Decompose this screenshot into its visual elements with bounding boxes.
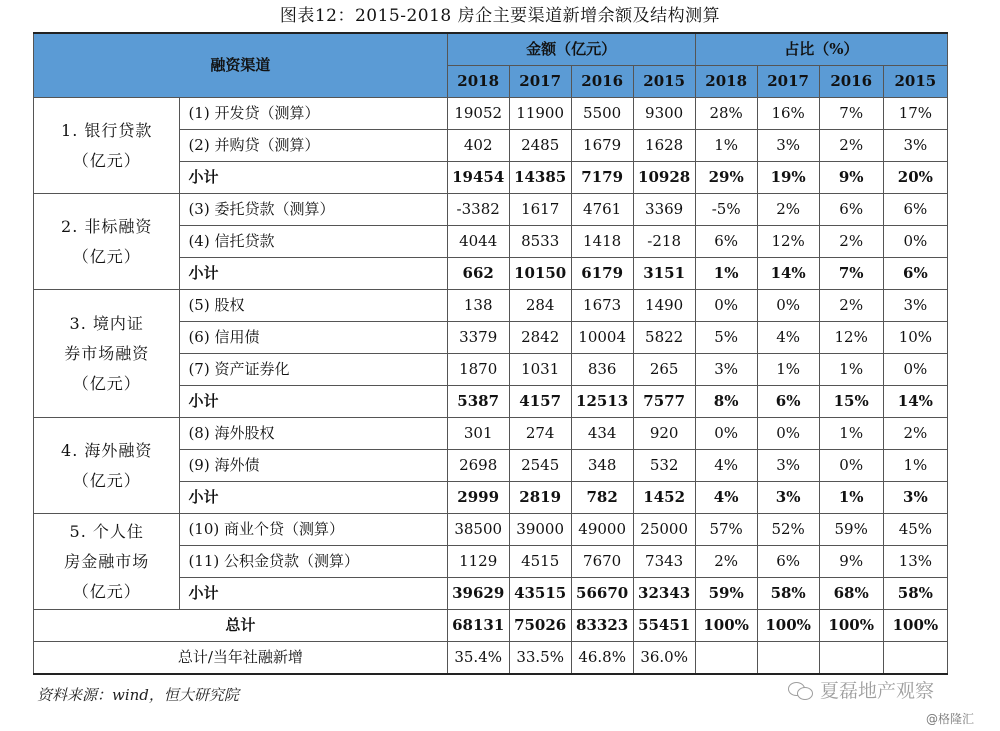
ratio-cell: 7% [819,98,883,130]
amount-cell: 1490 [633,290,695,322]
ratio-cell: 2% [819,226,883,258]
header-year: 2015 [633,66,695,98]
ratio-cell: 2% [695,546,757,578]
amount-cell: 7343 [633,546,695,578]
amount-cell: 1870 [447,354,509,386]
amount-cell: 1129 [447,546,509,578]
header-amount: 金额（亿元） [447,33,695,66]
amount-cell: 2545 [509,450,571,482]
total-row [34,610,948,642]
group-label: 5. 个人住 房金融市场 （亿元） [34,514,180,610]
amount-cell: 348 [571,450,633,482]
ratio-cell: 57% [695,514,757,546]
ratio-cell: 4% [757,322,819,354]
ratio-cell: 3% [757,130,819,162]
source-note: 资料来源：wind，恒大研究院 [37,686,239,704]
amount-cell: 83323 [571,610,633,642]
item-label: (4) 信托贷款 [180,226,447,258]
amount-cell: 5500 [571,98,633,130]
amount-cell: 35.4% [447,642,509,675]
item-label: (11) 公积金贷款（测算） [180,546,447,578]
ratio-cell: 1% [883,450,947,482]
item-label: (5) 股权 [180,290,447,322]
amount-cell: 782 [571,482,633,514]
ratio-cell: 9% [819,546,883,578]
ratio-cell: 1% [819,482,883,514]
ratio-cell: 100% [883,610,947,642]
amount-cell: 301 [447,418,509,450]
ratio-cell: 58% [757,578,819,610]
ratio-cell: 3% [757,482,819,514]
group-label: 1. 银行贷款 （亿元） [34,98,180,194]
item-label: (2) 并购贷（测算） [180,130,447,162]
amount-cell: 138 [447,290,509,322]
amount-cell: 4044 [447,226,509,258]
header-year: 2017 [509,66,571,98]
ratio-cell: 14% [757,258,819,290]
ratio-cell: 2% [883,418,947,450]
ratio-cell: 1% [695,258,757,290]
amount-cell: 46.8% [571,642,633,675]
ratio-cell: 52% [757,514,819,546]
header-year: 2018 [695,66,757,98]
ratio-cell [883,642,947,675]
amount-cell: 1031 [509,354,571,386]
amount-cell: 36.0% [633,642,695,675]
subtotal-label: 小计 [180,578,447,610]
item-label: (10) 商业个贷（测算） [180,514,447,546]
table-body [34,98,948,675]
amount-cell: 284 [509,290,571,322]
ratio-cell: 29% [695,162,757,194]
ratio-cell: 5% [695,322,757,354]
ratio-cell: -5% [695,194,757,226]
amount-cell: 7670 [571,546,633,578]
amount-cell: 4157 [509,386,571,418]
amount-cell: 532 [633,450,695,482]
ratio-cell: 17% [883,98,947,130]
ratio-cell: 6% [883,194,947,226]
ratio-cell: 0% [695,418,757,450]
item-label: (1) 开发贷（测算） [180,98,447,130]
ratio-cell: 13% [883,546,947,578]
ratio-cell: 2% [819,130,883,162]
ratio-cell: 14% [883,386,947,418]
ratio-cell: 6% [883,258,947,290]
amount-cell: 10004 [571,322,633,354]
amount-cell: 38500 [447,514,509,546]
ratio-cell: 59% [695,578,757,610]
amount-cell: 19454 [447,162,509,194]
amount-cell: 3151 [633,258,695,290]
amount-cell: 274 [509,418,571,450]
group-label: 2. 非标融资 （亿元） [34,194,180,290]
wechat-icon [788,680,814,700]
ratio-cell: 10% [883,322,947,354]
ratio-cell: 0% [757,418,819,450]
amount-cell: 12513 [571,386,633,418]
ratio-cell: 9% [819,162,883,194]
ratio-cell: 3% [757,450,819,482]
ratio-cell: 1% [757,354,819,386]
financing-table [33,32,948,675]
header-year: 2017 [757,66,819,98]
amount-cell: 1679 [571,130,633,162]
amount-cell: 9300 [633,98,695,130]
amount-cell: 1617 [509,194,571,226]
ratio-cell: 15% [819,386,883,418]
amount-cell: 4515 [509,546,571,578]
ratio-cell: 0% [695,290,757,322]
amount-cell: 49000 [571,514,633,546]
ratio-cell: 7% [819,258,883,290]
table-row [34,194,948,226]
amount-cell: -218 [633,226,695,258]
table-row [34,418,948,450]
ratio-cell: 0% [883,354,947,386]
ratio-cell: 4% [695,482,757,514]
group-label: 3. 境内证 券市场融资 （亿元） [34,290,180,418]
ratio-cell: 68% [819,578,883,610]
amount-cell: 55451 [633,610,695,642]
table-title: 图表12：2015-2018 房企主要渠道新增余额及结构测算 [279,6,721,26]
amount-cell: 2698 [447,450,509,482]
ratio-cell: 100% [695,610,757,642]
ratio-cell: 19% [757,162,819,194]
ratio-cell: 0% [819,450,883,482]
item-label: (7) 资产证券化 [180,354,447,386]
ratio-cell: 100% [819,610,883,642]
amount-cell: 5822 [633,322,695,354]
ratio-cell: 6% [819,194,883,226]
header-year: 2016 [819,66,883,98]
item-label: (9) 海外债 [180,450,447,482]
amount-cell: 3369 [633,194,695,226]
amount-cell: 662 [447,258,509,290]
ratio-cell: 100% [757,610,819,642]
amount-cell: 32343 [633,578,695,610]
item-label: (8) 海外股权 [180,418,447,450]
header-year: 2015 [883,66,947,98]
ratio-cell: 1% [819,354,883,386]
amount-cell: 8533 [509,226,571,258]
ratio-cell: 1% [695,130,757,162]
amount-cell: 7577 [633,386,695,418]
amount-cell: 2999 [447,482,509,514]
ratio-cell: 3% [883,130,947,162]
amount-cell: 2485 [509,130,571,162]
amount-cell: 14385 [509,162,571,194]
amount-cell: 5387 [447,386,509,418]
ratio-cell: 20% [883,162,947,194]
amount-cell: 75026 [509,610,571,642]
amount-cell: 1452 [633,482,695,514]
item-label: (3) 委托贷款（测算） [180,194,447,226]
subtotal-label: 小计 [180,386,447,418]
amount-cell: 39629 [447,578,509,610]
group-label: 4. 海外融资 （亿元） [34,418,180,514]
amount-cell: 1418 [571,226,633,258]
ratio-cell: 2% [819,290,883,322]
subtotal-label: 小计 [180,482,447,514]
amount-cell: 3379 [447,322,509,354]
ratio-cell: 0% [883,226,947,258]
subtotal-label: 小计 [180,162,447,194]
table-row [34,98,948,130]
amount-cell: 2819 [509,482,571,514]
header-year: 2016 [571,66,633,98]
ratio-cell: 12% [757,226,819,258]
amount-cell: 265 [633,354,695,386]
amount-cell: 4761 [571,194,633,226]
amount-cell: 56670 [571,578,633,610]
amount-cell: 836 [571,354,633,386]
ratio-cell: 12% [819,322,883,354]
table-row [34,290,948,322]
amount-cell: 2842 [509,322,571,354]
header-ratio: 占比（%） [695,33,947,66]
ratio-cell [819,642,883,675]
amount-cell: -3382 [447,194,509,226]
ratio-cell: 4% [695,450,757,482]
ratio-cell: 6% [757,546,819,578]
amount-cell: 6179 [571,258,633,290]
ratio-cell: 3% [883,290,947,322]
watermark [788,676,934,703]
total-label: 总计 [34,610,448,642]
ratio-cell: 3% [883,482,947,514]
ratio-cell: 45% [883,514,947,546]
amount-cell: 68131 [447,610,509,642]
header-channel: 融资渠道 [34,33,448,98]
amount-cell: 11900 [509,98,571,130]
ratio-cell [757,642,819,675]
amount-cell: 33.5% [509,642,571,675]
header-year: 2018 [447,66,509,98]
ratio-cell: 6% [757,386,819,418]
ratio-cell: 16% [757,98,819,130]
amount-cell: 10928 [633,162,695,194]
amount-cell: 10150 [509,258,571,290]
watermark-text: 夏磊地产观察 [820,680,935,702]
ratio-cell: 1% [819,418,883,450]
amount-cell: 402 [447,130,509,162]
ratio-cell: 2% [757,194,819,226]
amount-cell: 19052 [447,98,509,130]
amount-cell: 1628 [633,130,695,162]
ratio-cell: 59% [819,514,883,546]
share-row [34,642,948,675]
ratio-cell: 58% [883,578,947,610]
ratio-cell: 0% [757,290,819,322]
amount-cell: 7179 [571,162,633,194]
amount-cell: 25000 [633,514,695,546]
ratio-cell: 6% [695,226,757,258]
watermark-secondary: @格隆汇 [926,712,975,726]
ratio-cell: 8% [695,386,757,418]
amount-cell: 434 [571,418,633,450]
amount-cell: 1673 [571,290,633,322]
ratio-cell: 28% [695,98,757,130]
amount-cell: 39000 [509,514,571,546]
table-row [34,514,948,546]
amount-cell: 920 [633,418,695,450]
ratio-cell [695,642,757,675]
share-label: 总计/当年社融新增 [34,642,448,675]
subtotal-label: 小计 [180,258,447,290]
ratio-cell: 3% [695,354,757,386]
amount-cell: 43515 [509,578,571,610]
item-label: (6) 信用债 [180,322,447,354]
